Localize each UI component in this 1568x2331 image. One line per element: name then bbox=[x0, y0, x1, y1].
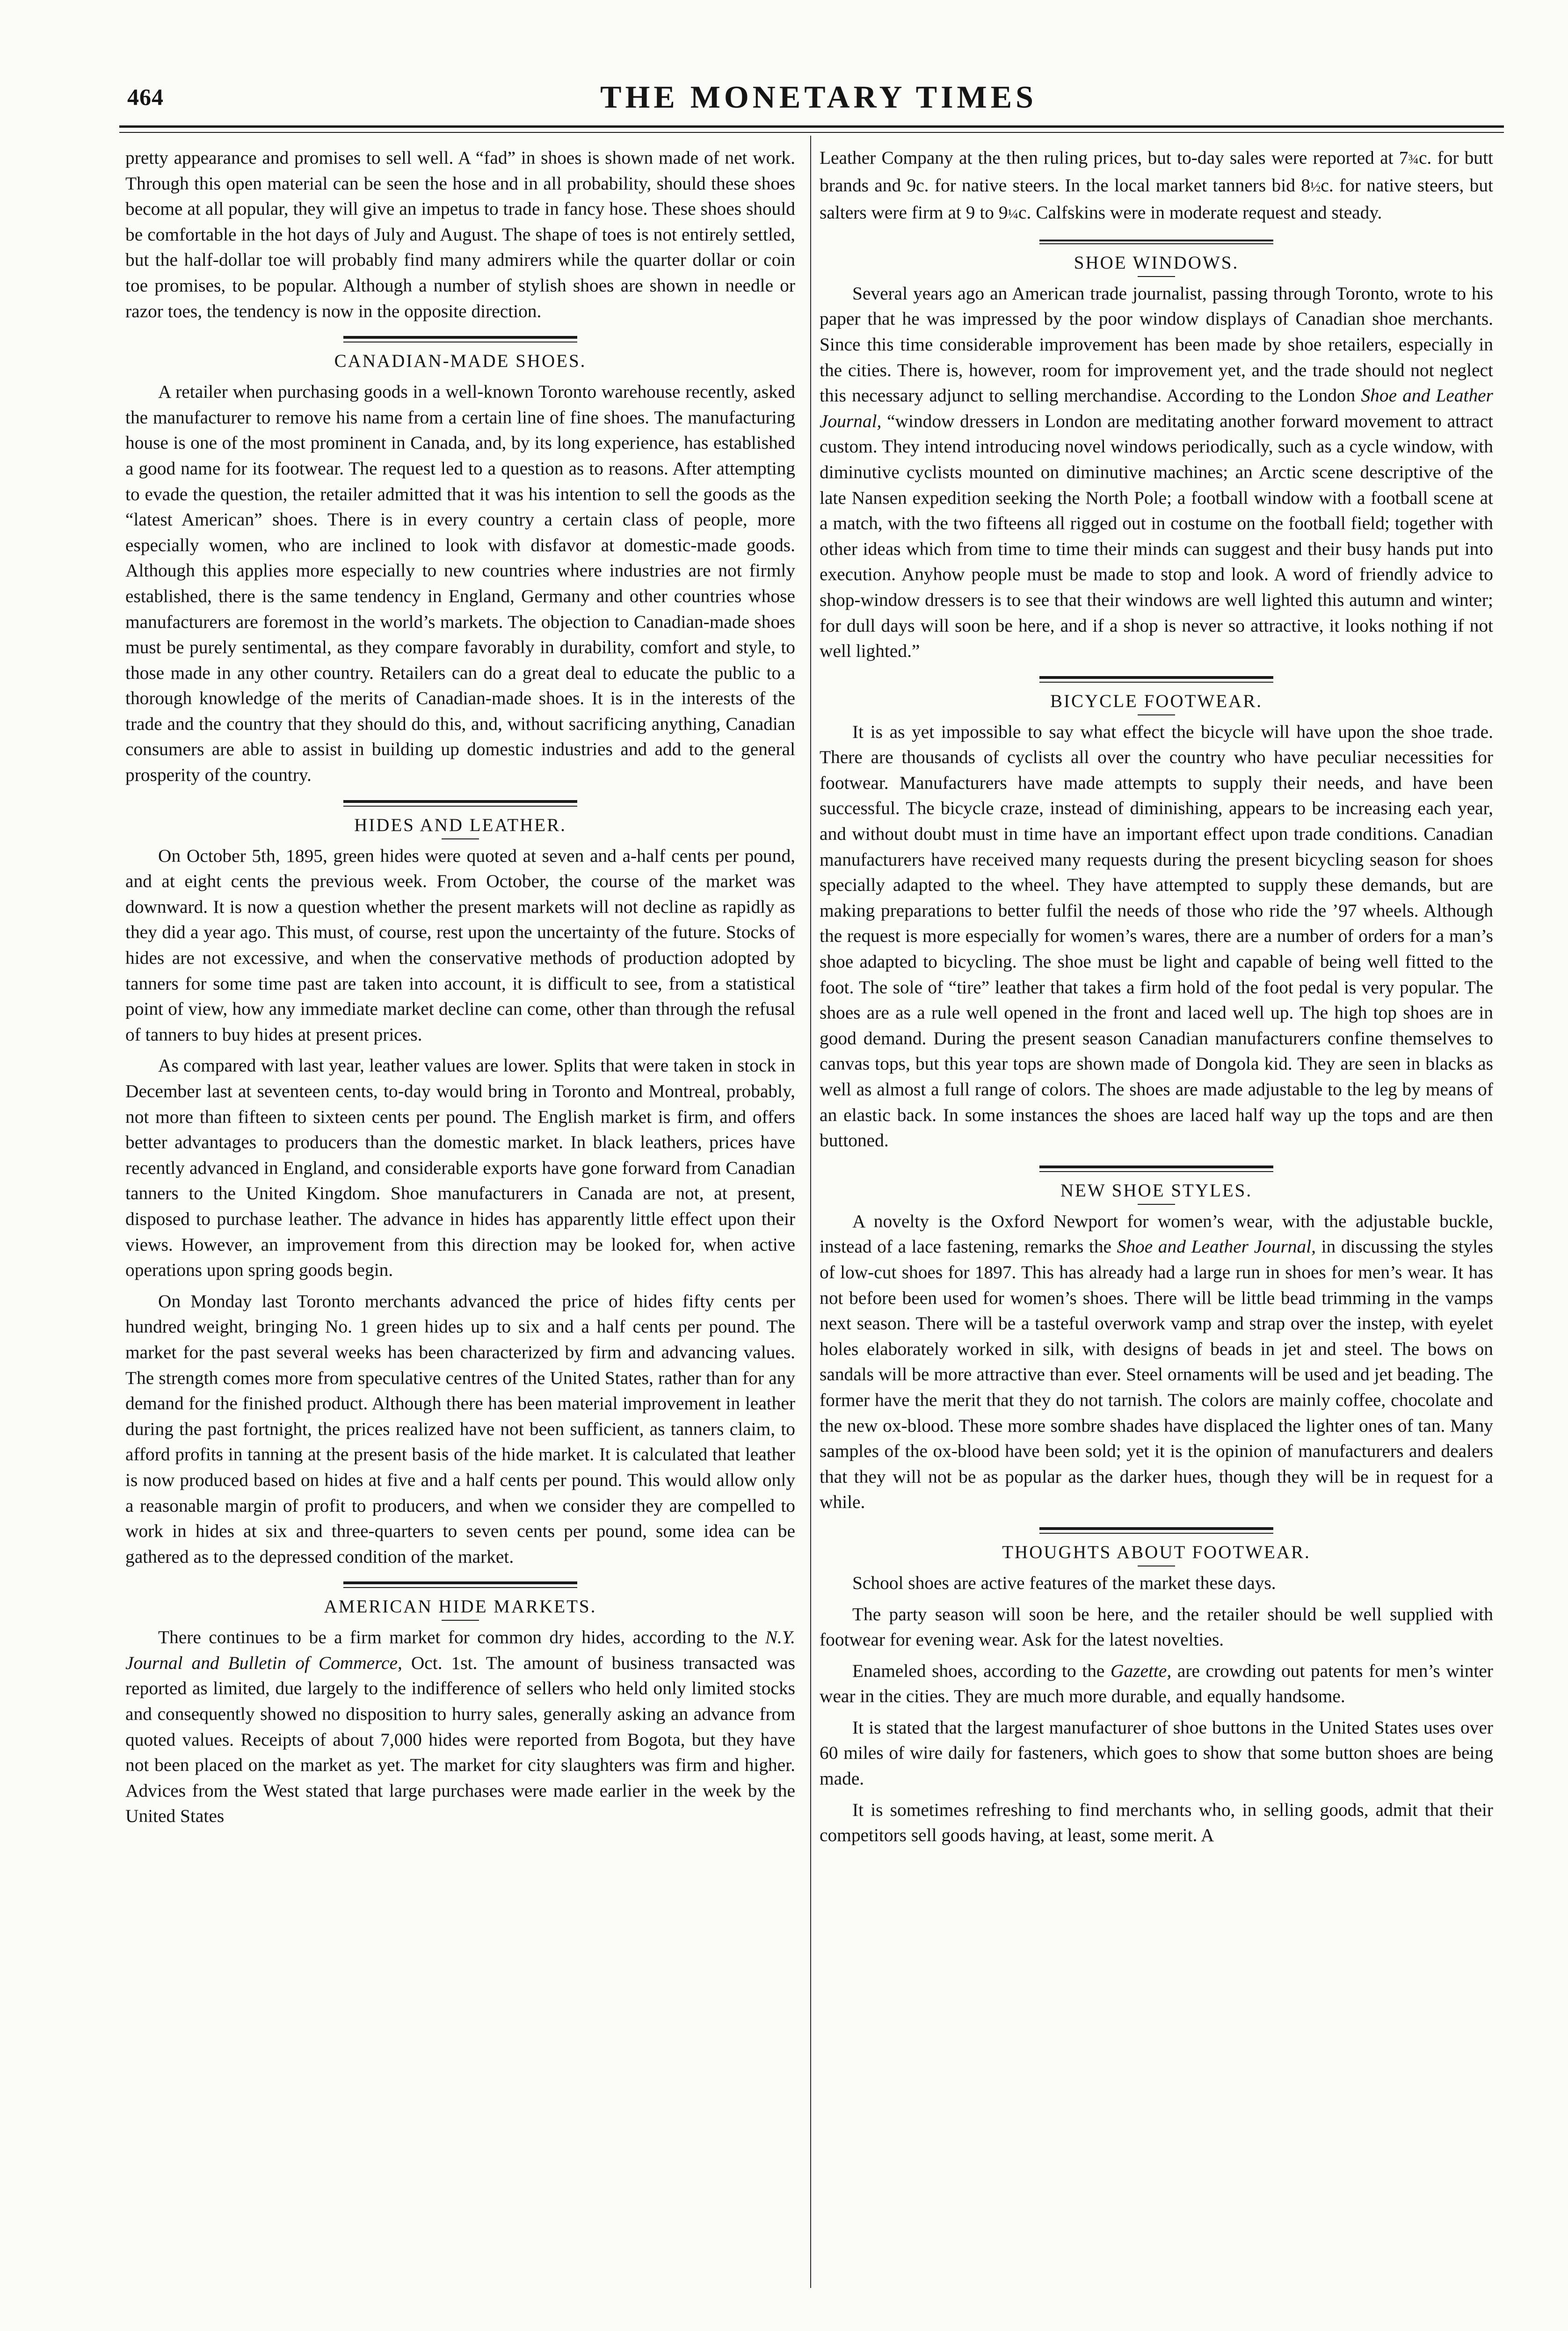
text-run: “window dressers in London are meditating another forward movement to attract custom. They intend introducing novel windows periodically, such as a cycle window, with diminutive cyclists mounted on diminutive machines; an Arctic scene descriptive of the late Nansen expedition seeking the North Pole; a football window with a football scene at a match, with the two fifteens all rigged out in costume on the football field; together with other ideas which from time to time their minds can suggest and their busy hands put into execution. Anyhow people must be made to stop and look. A word of friendly advice to shop-window dressers is to see that their windows are well lighted this autumn and winter; for dull days will soon be here, and if a shop is never so attractive, it looks nothing if not well lighted.” bbox=[820, 410, 1493, 662]
source-citation: N.Y. Journal and Bulletin of Commerce, bbox=[125, 1627, 795, 1673]
right-column bbox=[820, 145, 1493, 1848]
text-run: There continues to be a firm market for common dry hides, according to the bbox=[158, 1627, 765, 1648]
article-paragraph bbox=[820, 1209, 1493, 1515]
section-heading: THOUGHTS ABOUT FOOTWEAR. bbox=[1002, 1542, 1311, 1562]
section-heading: BICYCLE FOOTWEAR. bbox=[1050, 691, 1263, 711]
section-hides-leather bbox=[125, 800, 795, 839]
heading-underline bbox=[442, 1620, 479, 1621]
header-rule bbox=[119, 125, 1504, 128]
text-run: c. Calfskins were in moderate request and steady. bbox=[1018, 202, 1382, 223]
heading-underline bbox=[1138, 276, 1175, 277]
fraction: ½ bbox=[1310, 179, 1321, 195]
text-run: Leather Company at the then ruling prices, but to-day sales were reported at 7 bbox=[820, 147, 1408, 168]
column-divider bbox=[810, 136, 811, 2288]
source-citation: Shoe and Leather Journal, bbox=[1117, 1236, 1316, 1257]
section-bicycle-footwear bbox=[820, 676, 1493, 715]
article-paragraph: On Monday last Toronto merchants advanced the price of hides fifty cents per hundred weight, bringing No. 1 green hides up to six and a half cents per pound. The market for the past several weeks has been characterized by firm and advancing values. The strength comes more from speculative centres of the United States, rather than for any demand for the finished product. Although there has been material improvement in leather during the past fortnight, the prices realized have not been sufficient, as tanners claim, to afford profits in tanning at the present basis of the hide market. It is calculated that leather is now produced based on hides at five and a half cents per pound. This would allow only a reasonable margin of profit to producers, and when we consider they are compelled to work in hides at six and three-quarters to seven cents per pound, some idea can be gathered as to the depressed condition of the market. bbox=[125, 1290, 795, 1567]
section-heading: NEW SHOE STYLES. bbox=[1060, 1180, 1253, 1201]
section-rule bbox=[1039, 240, 1273, 244]
article-paragraph: As compared with last year, leather values are lower. Splits that were taken in stock in December last at seventeen cents, to-day would bring in Toronto and Montreal, probably, not more than fifteen to sixteen cents per pound. The English market is firm, and offers better advantages to producers than the domestic market. In black leathers, prices have recently advanced in England, and considerable exports have gone forward from Canadian tanners to the United Kingdom. Shoe manufacturers in Canada are not, at present, disposed to purchase leather. The advance in hides has apparently little effect upon their views. However, an improvement from this direction may be looked for, when active operations upon spring goods begin. bbox=[125, 1055, 795, 1281]
text-run: c. for butt brands and 9c. for native steers. In the local market tanners bid 8 bbox=[820, 147, 1493, 196]
text-run: Several years ago an American trade journalist, passing through Toronto, wrote to his paper that he was impressed by the poor window displays of Canadian shoe merchants. Since this time considerable improvement has been made by shoe retailers, especially in the cities. There is, however, room for improvement yet, and the trade should not neglect this necessary adjunct to selling merchandise. According to the London bbox=[820, 283, 1493, 406]
continuation-paragraph bbox=[820, 145, 1493, 227]
heading-underline bbox=[1138, 1204, 1175, 1205]
text-run: A novelty is the Oxford Newport for women’s wear, with the adjustable buckle, instead of a lace fastening, remarks the bbox=[820, 1210, 1493, 1257]
text-run: Enameled shoes, according to the bbox=[852, 1660, 1111, 1681]
article-paragraph: School shoes are active features of the market these days. bbox=[852, 1572, 1276, 1593]
masthead-title: THE MONETARY TIMES bbox=[600, 79, 1037, 115]
section-thoughts-footwear bbox=[820, 1527, 1493, 1566]
left-column bbox=[125, 145, 795, 1829]
article-paragraph bbox=[820, 1658, 1493, 1709]
section-rule bbox=[1039, 676, 1273, 683]
article-paragraph: It is as yet impossible to say what effect the bicycle will have upon the shoe trade. There are thousands of cyclists all over the country who have peculiar necessities for footwear. Manufacturers have made attempts to supply their needs, and have been successful. The bicycle craze, instead of diminishing, appears to be increasing each year, and without doubt must in time have an important effect upon trade conditions. Canadian manufacturers have received many requests during the present bicycling season for shoes specially adapted to the wheel. They have attempted to supply these demands, but are making preparations to better fulfil the needs of those who ride the ’97 wheels. Although the request is more especially for women’s wares, there are a number of orders for a man’s shoe adapted to bicycling. The shoe must be light and capable of being well fitted to the foot. The sole of “tire” leather that takes a firm hold of the foot pedal is very popular. The shoes are as a rule well opened in the front and laced well up. The high top shoes are in good demand. During the present season Canadian manufacturers confine themselves to canvas tops, but this year tops are shown made of Dongola kid. They are seen in blacks as well as almost a full range of colors. The shoes are made adjustable to the leg by means of an elastic back. In some instances the shoes are laced half way up the tops and are then buttoned. bbox=[820, 721, 1493, 1151]
source-citation: Shoe and Leather Journal, bbox=[820, 385, 1493, 431]
section-heading: HIDES AND LEATHER. bbox=[354, 815, 566, 835]
text-run: Oct. 1st. The amount of business transacted was reported as limited, due largely to the indifference of sellers who held only limited stocks and consequently showed no disposition to hurry sales, generally asking an advance from quoted values. Receipts of about 7,000 hides were reported from Bogota, but they have not been placed on the market as yet. The market for city slaughters was firm and higher. Advices from the West stated that large purchases were made earlier in the week by the United States bbox=[125, 1652, 795, 1827]
article-paragraph: A retailer when purchasing goods in a well-known Toronto warehouse recently, asked the manufacturer to remove his name from a certain line of fine shoes. The manufacturing house is one of the most prominent in Canada, and, by its long experience, has established a good name for its footwear. The request led to a question as to reasons. After attempting to evade the question, the retailer admitted that it was his intention to sell the goods as the “latest American” shoes. There is in every country a certain class of people, more especially women, who are inclined to look with disfavor at domestic-made goods. Although this applies more especially to new countries where industries are not firmly established, there is the same tendency in England, Germany and other countries whose manufacturers are foremost in the world’s markets. The objection to Canadian-made shoes must be purely sentimental, as they compare favorably in durability, comfort and style, to those made in any other country. Retailers can do a great deal to educate the public to a thorough knowledge of the merits of Canadian-made shoes. It is in the interests of the trade and the country that they should do this, and, without sacrificing anything, Canadian consumers are able to assist in building up domestic industries and add to the general prosperity of the country. bbox=[125, 381, 795, 786]
fraction: ¾ bbox=[1408, 152, 1419, 167]
text-run: c. for native steers, but salters were firm at 9 to 9 bbox=[820, 175, 1493, 223]
fraction: ¼ bbox=[1008, 206, 1019, 222]
section-rule bbox=[343, 1581, 577, 1588]
section-rule bbox=[343, 336, 577, 342]
section-shoe-windows bbox=[820, 240, 1493, 277]
article-paragraph bbox=[820, 281, 1493, 664]
text-run: in discussing the styles of low-cut shoes for 1897. This has already had a large run in shoes for men’s wear. It has not before been used for women’s shoes. There will be little bead trimming in the vamps next season. There will be a tasteful overwork vamp and strap over the instep, with eyelet holes elaborately worked in silk, with designs of beads in jet and steel. The bows on sandals will be more attractive than ever. Steel ornaments will be used and jet beading. The former have the merit that they do not tarnish. The colors are mainly coffee, chocolate and the new ox-blood. These more sombre shades have displaced the lighter ones of tan. Many samples of the ox-blood have been sold; yet it is the opinion of manufacturers and dealers that they will not be as popular as the darker hues, though they will be in request for a while. bbox=[820, 1236, 1493, 1513]
source-citation: Gazette, bbox=[1111, 1660, 1172, 1681]
section-canadian-made bbox=[125, 336, 795, 373]
section-american-hide bbox=[125, 1581, 795, 1621]
section-rule bbox=[1039, 1527, 1273, 1534]
intro-paragraph: pretty appearance and promises to sell well. A “fad” in shoes is shown made of net work. Through this open material can be seen the hose and in all probability, should these shoes become at all popular, they will give an impetus to trade in fancy hose. These shoes should be comfortable in the hot days of July and August. The shape of toes is not entirely settled, but the half-dollar toe will probably find many admirers while the quarter dollar or coin toe promises, to be popular. Although a number of stylish shoes are shown in needle or razor toes, the tendency is now in the opposite direction. bbox=[125, 147, 795, 321]
section-rule bbox=[343, 800, 577, 807]
page-number: 464 bbox=[127, 84, 164, 110]
section-heading: CANADIAN-MADE SHOES. bbox=[334, 351, 587, 372]
article-paragraph: On October 5th, 1895, green hides were quoted at seven and a-half cents per pound, and at eight cents the previous week. From October, the course of the market was downward. It is now a question whether the present markets will not decline as rapidly as they did a year ago. This must, of course, rest upon the uncertainty of the future. Stocks of hides are not excessive, and when the conservative methods of production adopted by tanners for some time past are taken into account, it is difficult to see, from a statistical point of view, how any immediate market decline can come, other than through the refusal of tanners to buy hides at present prices. bbox=[125, 845, 795, 1045]
article-paragraph: It is stated that the largest manufacturer of shoe buttons in the United States uses over 60 miles of wire daily for fasteners, which goes to show that some button shoes are being made. bbox=[820, 1717, 1493, 1789]
article-paragraph bbox=[125, 1624, 795, 1829]
heading-underline bbox=[1138, 714, 1175, 715]
section-new-shoe-styles bbox=[820, 1166, 1493, 1205]
heading-underline bbox=[442, 838, 479, 839]
text-run: are crowding out patents for men’s winter wear in the cities. They are much more durable, and equally handsome. bbox=[820, 1660, 1493, 1707]
header-rule-thin bbox=[119, 132, 1504, 133]
section-rule bbox=[1039, 1166, 1273, 1172]
article-paragraph: The party season will soon be here, and the retailer should be well supplied with footwear for evening wear. Ask for the latest novelties. bbox=[820, 1603, 1493, 1650]
article-paragraph: It is sometimes refreshing to find merchants who, in selling goods, admit that their competitors sell goods having, at least, some merit. A bbox=[820, 1799, 1493, 1846]
section-heading: SHOE WINDOWS. bbox=[1074, 252, 1239, 273]
section-heading: AMERICAN HIDE MARKETS. bbox=[324, 1596, 597, 1617]
